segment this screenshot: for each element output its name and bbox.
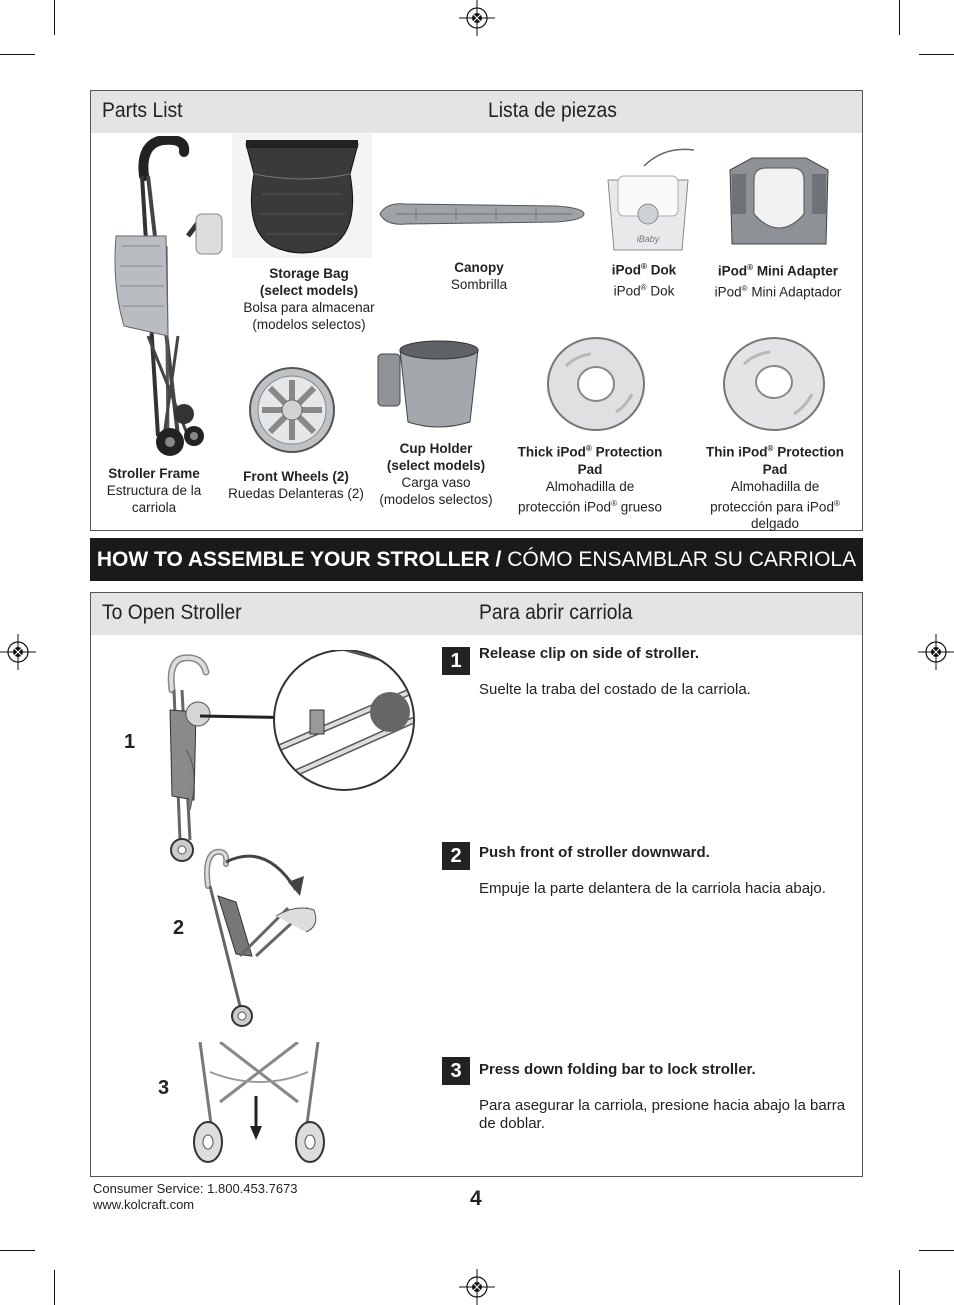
part-name-en: iPod bbox=[717, 263, 748, 279]
part-name-en: Thick iPod bbox=[517, 444, 586, 460]
crop-mark bbox=[0, 1250, 35, 1251]
parts-list-header bbox=[91, 91, 862, 133]
part-caption-stroller-frame bbox=[98, 465, 210, 516]
consumer-service-phone: Consumer Service: 1.800.453.7673 bbox=[93, 1181, 298, 1196]
open-stroller-title: To Open Stroller bbox=[102, 601, 242, 624]
part-name-es: Carga vaso bbox=[401, 475, 471, 490]
thin-protection-pad-image bbox=[722, 336, 826, 432]
registration-mark-icon bbox=[459, 1269, 495, 1305]
step-2-instruction-es: Empuje la parte delantera de la carriola hacia abajo. bbox=[479, 880, 826, 897]
registered-mark: ® bbox=[833, 498, 840, 508]
registered-mark: ® bbox=[741, 283, 748, 293]
part-caption-ipod-dok bbox=[594, 258, 694, 299]
parts-list-title-es: Lista de piezas bbox=[488, 99, 617, 122]
part-caption-ipod-mini-adapter bbox=[708, 259, 848, 300]
crop-mark bbox=[54, 1270, 55, 1305]
registered-mark: ® bbox=[640, 282, 647, 292]
crop-mark bbox=[0, 54, 35, 55]
part-sub-es: (modelos selectos) bbox=[379, 492, 493, 507]
part-name-es: Ruedas Delanteras (2) bbox=[228, 486, 364, 501]
part-caption-canopy bbox=[432, 259, 526, 293]
step-1-instruction-es: Suelte la traba del costado de la carriola. bbox=[479, 681, 751, 698]
ipod-mini-adapter-image bbox=[726, 154, 832, 246]
figure-label-2: 2 bbox=[173, 917, 185, 939]
registered-mark: ® bbox=[611, 498, 617, 508]
part-name-en-suffix: Dok bbox=[646, 262, 677, 278]
stroller-frame-image bbox=[108, 136, 228, 462]
part-sub-es: (modelos selectos) bbox=[252, 317, 366, 332]
registration-mark-icon bbox=[0, 634, 36, 670]
part-name-en-suffix: Protection Pad bbox=[762, 444, 844, 477]
banner-title-es: CÓMO ENSAMBLAR SU CARRIOLA bbox=[507, 548, 857, 571]
part-name-en: Front Wheels (2) bbox=[243, 469, 349, 484]
part-sub-en: (select models) bbox=[259, 283, 359, 298]
registered-mark: ® bbox=[767, 444, 774, 453]
figure-label-3: 3 bbox=[158, 1077, 170, 1099]
canopy-image bbox=[376, 196, 588, 232]
figure-2-unfolding-stroller-illustration bbox=[196, 846, 326, 1032]
assembly-banner bbox=[90, 538, 863, 581]
thick-protection-pad-image bbox=[546, 336, 646, 432]
banner-title-en: HOW TO ASSEMBLE YOUR STROLLER / bbox=[96, 548, 508, 571]
part-name-en-suffix: Protection Pad bbox=[577, 444, 663, 477]
step-number-1: 1 bbox=[442, 647, 470, 675]
part-name-en: Stroller Frame bbox=[108, 466, 200, 481]
open-stroller-title-es: Para abrir carriola bbox=[479, 601, 633, 624]
website-link[interactable]: www.kolcraft.com bbox=[93, 1197, 195, 1212]
page-number: 4 bbox=[470, 1187, 482, 1210]
crop-mark bbox=[899, 0, 900, 35]
part-name-en: Canopy bbox=[454, 260, 504, 275]
step-2-instruction-en: Push front of stroller downward. bbox=[479, 844, 710, 861]
parts-list-title: Parts List bbox=[102, 99, 183, 122]
storage-bag-image bbox=[232, 134, 372, 258]
part-name-es-line2-suffix: grueso bbox=[616, 499, 662, 514]
part-caption-storage-bag bbox=[236, 265, 382, 333]
part-name-es: Bolsa para almacenar bbox=[243, 300, 375, 315]
part-name-es: Estructura de la carriola bbox=[106, 483, 202, 515]
part-name-es: Almohadilla de bbox=[545, 478, 635, 494]
part-name-es-line2: protección para iPod bbox=[710, 499, 834, 514]
open-stroller-header bbox=[91, 593, 862, 635]
ipod-dok-image bbox=[604, 146, 696, 252]
registered-mark: ® bbox=[641, 262, 647, 271]
figure-1-folded-stroller-illustration bbox=[150, 650, 416, 868]
part-name-en: iPod bbox=[611, 262, 642, 278]
part-name-es-line2: protección iPod bbox=[518, 499, 612, 514]
part-caption-thick-pad bbox=[508, 440, 672, 515]
part-name-en: Thin iPod bbox=[706, 444, 768, 460]
crop-mark bbox=[899, 1270, 900, 1305]
part-name-es: Almohadilla de bbox=[730, 478, 820, 494]
step-number-2: 2 bbox=[442, 842, 470, 870]
registered-mark: ® bbox=[585, 444, 592, 453]
cup-holder-image bbox=[374, 336, 484, 436]
registration-mark-icon bbox=[459, 0, 495, 36]
part-caption-front-wheels bbox=[226, 468, 366, 502]
part-caption-thin-pad bbox=[694, 440, 856, 532]
part-caption-cup-holder bbox=[376, 440, 496, 508]
part-sub-en: (select models) bbox=[386, 458, 486, 473]
figure-3-locked-stroller-illustration bbox=[180, 1042, 338, 1168]
step-3-instruction-es: Para asegurar la carriola, presione hacia abajo la barra de doblar. bbox=[479, 1097, 846, 1132]
step-1-instruction-en: Release clip on side of stroller. bbox=[479, 645, 700, 662]
part-name-es-suffix: Mini Adaptador bbox=[747, 284, 842, 299]
part-name-en: Cup Holder bbox=[399, 441, 473, 456]
part-name-en-suffix: Mini Adapter bbox=[753, 263, 839, 279]
step-3-instruction-en: Press down folding bar to lock stroller. bbox=[479, 1061, 756, 1078]
part-name-es-line3: delgado bbox=[750, 516, 800, 531]
registration-mark-icon bbox=[918, 634, 954, 670]
footer-contact bbox=[93, 1181, 298, 1213]
part-name-es: iPod bbox=[613, 283, 641, 298]
part-name-es: Sombrilla bbox=[450, 277, 508, 292]
ibaby-logo-text: iBaby bbox=[636, 234, 660, 244]
step-number-3: 3 bbox=[442, 1057, 470, 1085]
crop-mark bbox=[919, 1250, 954, 1251]
part-name-es: iPod bbox=[714, 284, 742, 299]
front-wheel-image bbox=[248, 364, 338, 456]
figure-label-1: 1 bbox=[124, 731, 136, 753]
registered-mark: ® bbox=[747, 263, 754, 272]
part-name-es-suffix: Dok bbox=[646, 283, 675, 298]
crop-mark bbox=[919, 54, 954, 55]
crop-mark bbox=[54, 0, 55, 35]
part-name-en: Storage Bag bbox=[269, 266, 349, 281]
